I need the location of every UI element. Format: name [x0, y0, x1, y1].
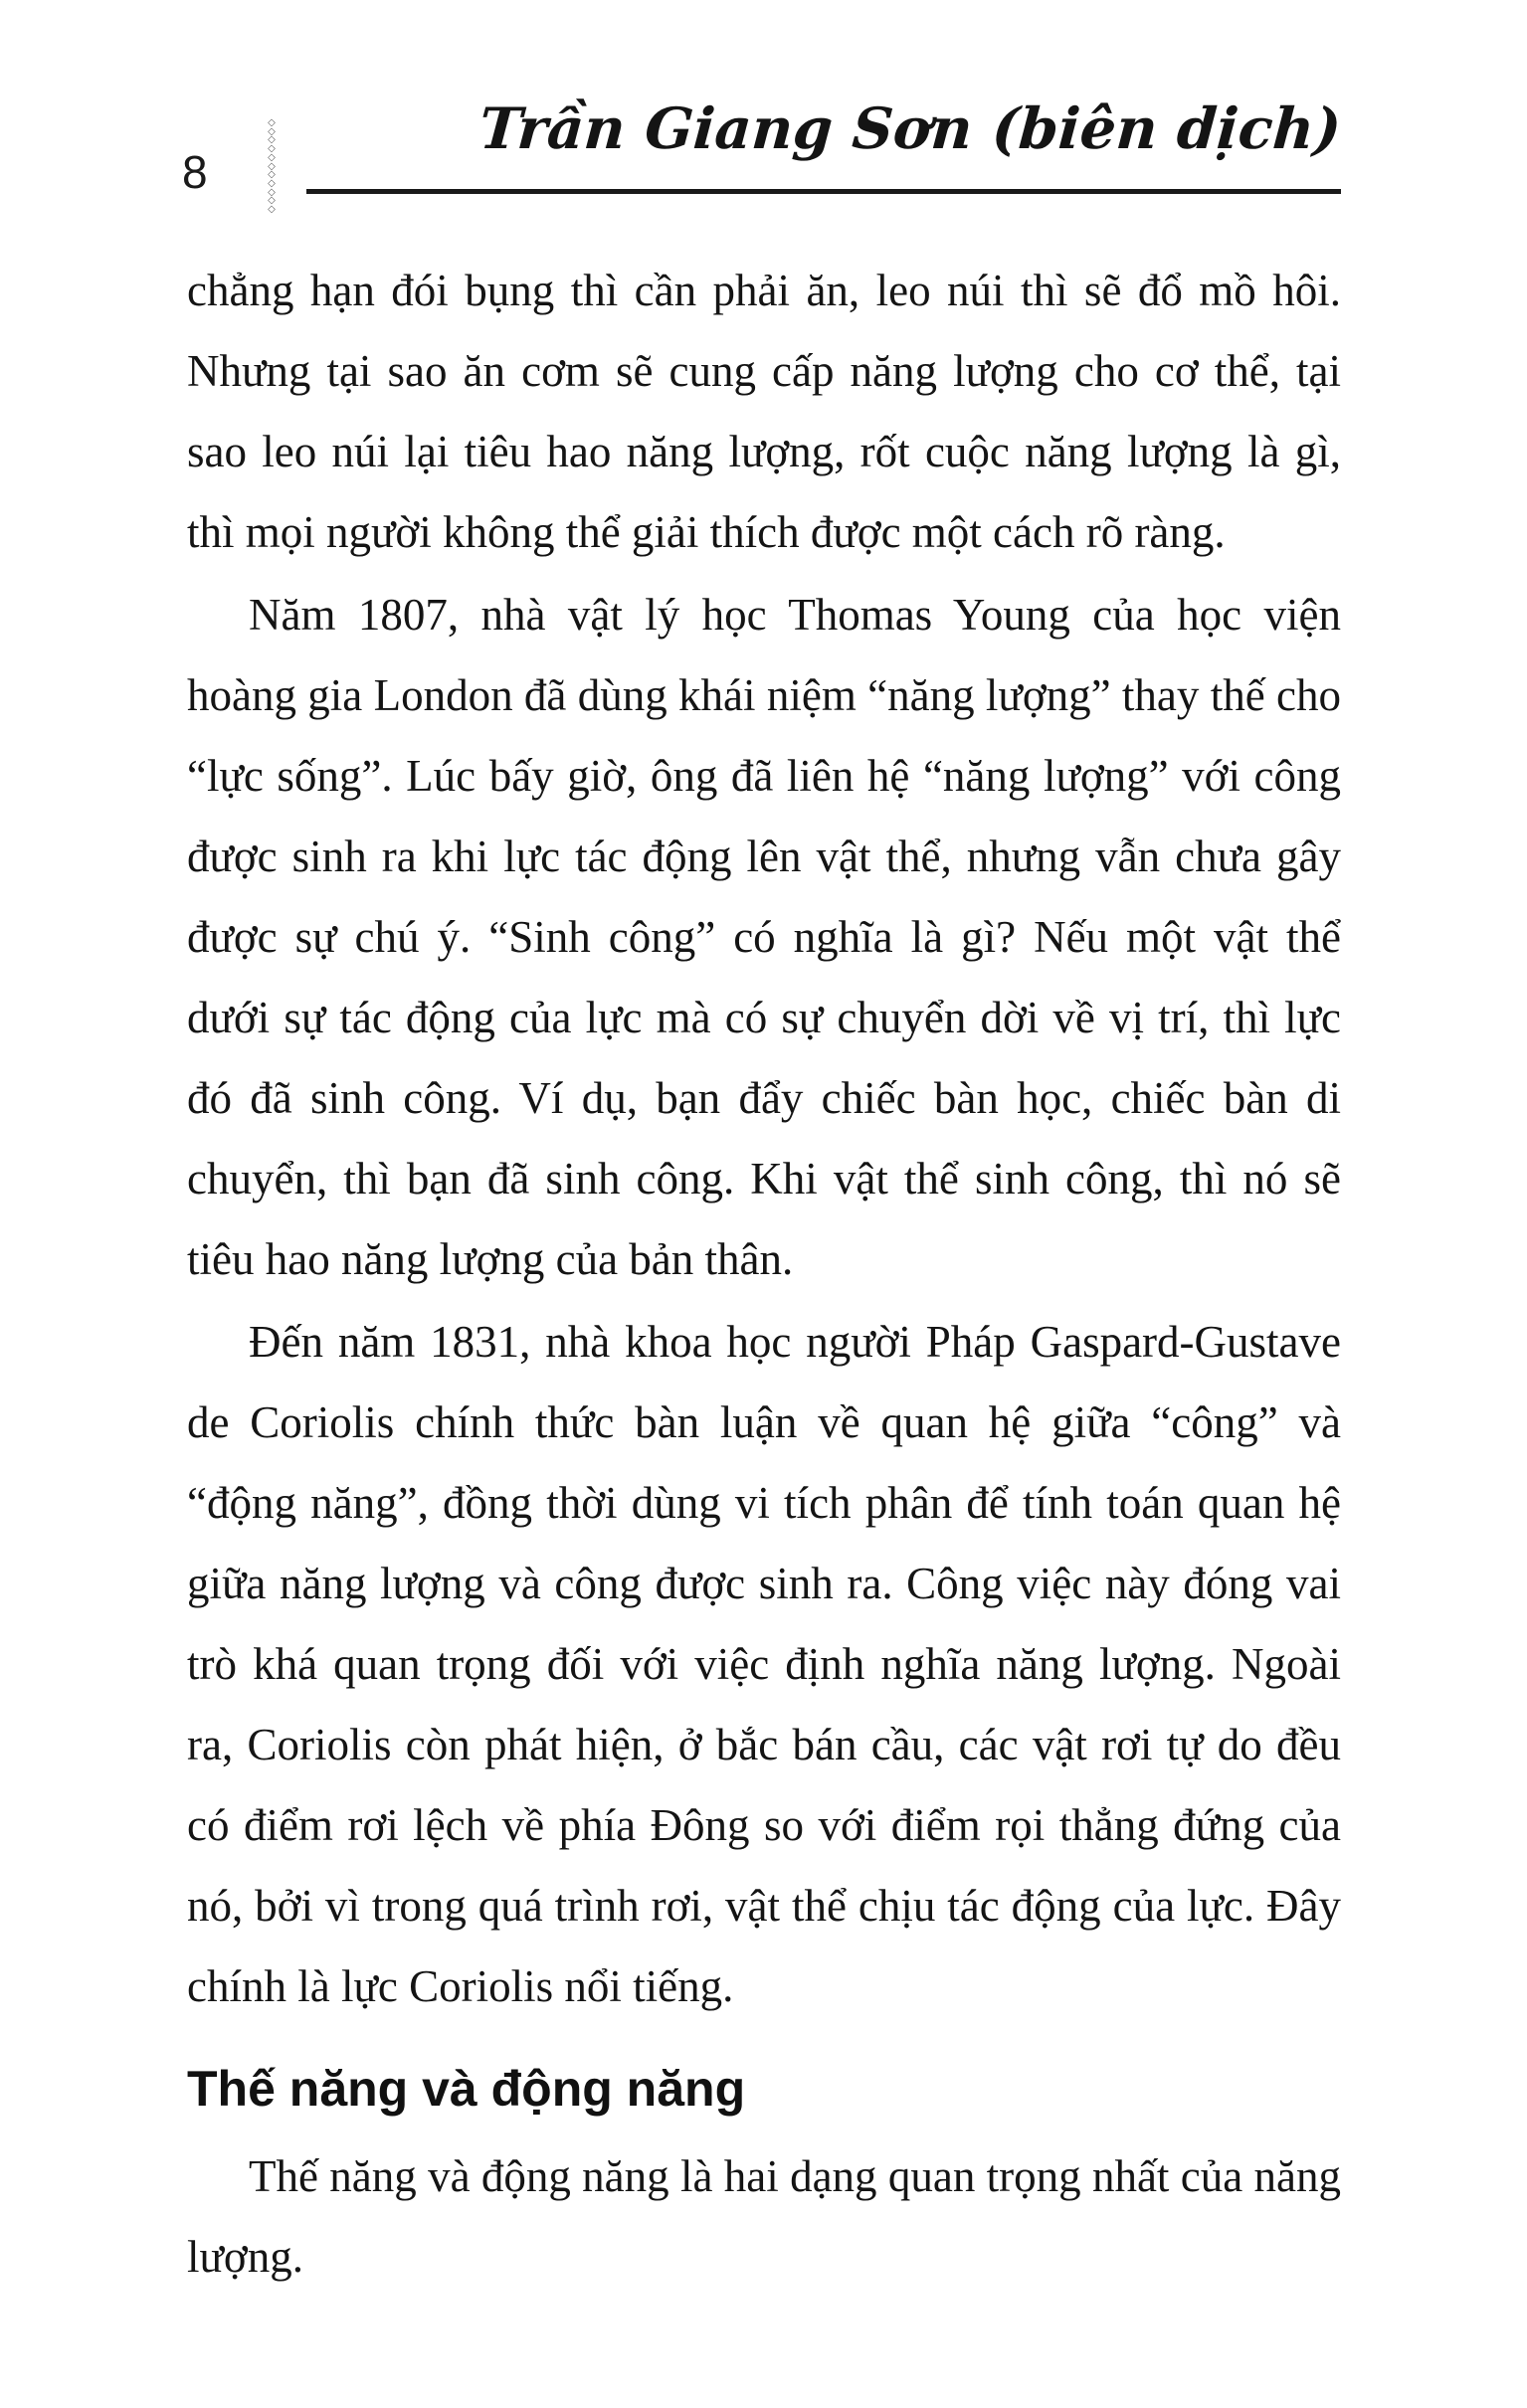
body-paragraph: Năm 1807, nhà vật lý học Thomas Young của học viện hoàng gia London đã dùng khái niệm “năng lượng” thay thế cho “lực sống”. Lúc bấy giờ, ông đã liên hệ “năng lượng” với công được sinh ra khi lực tác động lên vật thể, nhưng vẫn chưa gây được sự chú ý. “Sinh công” có nghĩa là gì? Nếu một vật thể dưới sự tác động của lực mà có sự chuyển dời về vị trí, thì lực đó đã sinh công. Ví dụ, bạn đẩy chiếc bàn học, chiếc bàn di chuyển, thì bạn đã sinh công. Khi vật thể sinh công, thì nó sẽ tiêu hao năng lượng của bản thân. — [187, 590, 1341, 1284]
section-heading: Thế năng và động năng — [187, 2061, 746, 2117]
header-rule — [306, 189, 1341, 194]
body-paragraph: Đến năm 1831, nhà khoa học người Pháp Gaspard-Gustave de Coriolis chính thức bàn luận về quan hệ giữa “công” và “động năng”, đồng thời dùng vi tích phân để tính toán quan hệ giữa năng lượng và công được sinh ra. Công việc này đóng vai trò khá quan trọng đối với việc định nghĩa năng lượng. Ngoài ra, Coriolis còn phát hiện, ở bắc bán cầu, các vật rơi tự do đều có điểm rơi lệch về phía Đông so với điểm rọi thẳng đứng của nó, bởi vì trong quá trình rơi, vật thể chịu tác động của lực. Đây chính là lực Coriolis nổi tiếng. — [187, 1317, 1341, 2011]
running-header-author: Trần Giang Sơn (biên dịch) — [477, 95, 1344, 162]
page-number: 8 — [182, 146, 209, 198]
diamond-chain-ornament-icon: ◇◇◇◇◇◇◇◇◇◇◇ — [268, 117, 276, 216]
body-paragraph: Thế năng và động năng là hai dạng quan trọng nhất của năng lượng. — [187, 2151, 1341, 2282]
body-paragraph: chẳng hạn đói bụng thì cần phải ăn, leo núi thì sẽ đổ mồ hôi. Nhưng tại sao ăn cơm sẽ cung cấp năng lượng cho cơ thể, tại sao leo núi lại tiêu hao năng lượng, rốt cuộc năng lượng là gì, thì mọi người không thể giải thích được một cách rõ ràng. — [187, 266, 1341, 557]
body-text-column — [187, 251, 1341, 2300]
